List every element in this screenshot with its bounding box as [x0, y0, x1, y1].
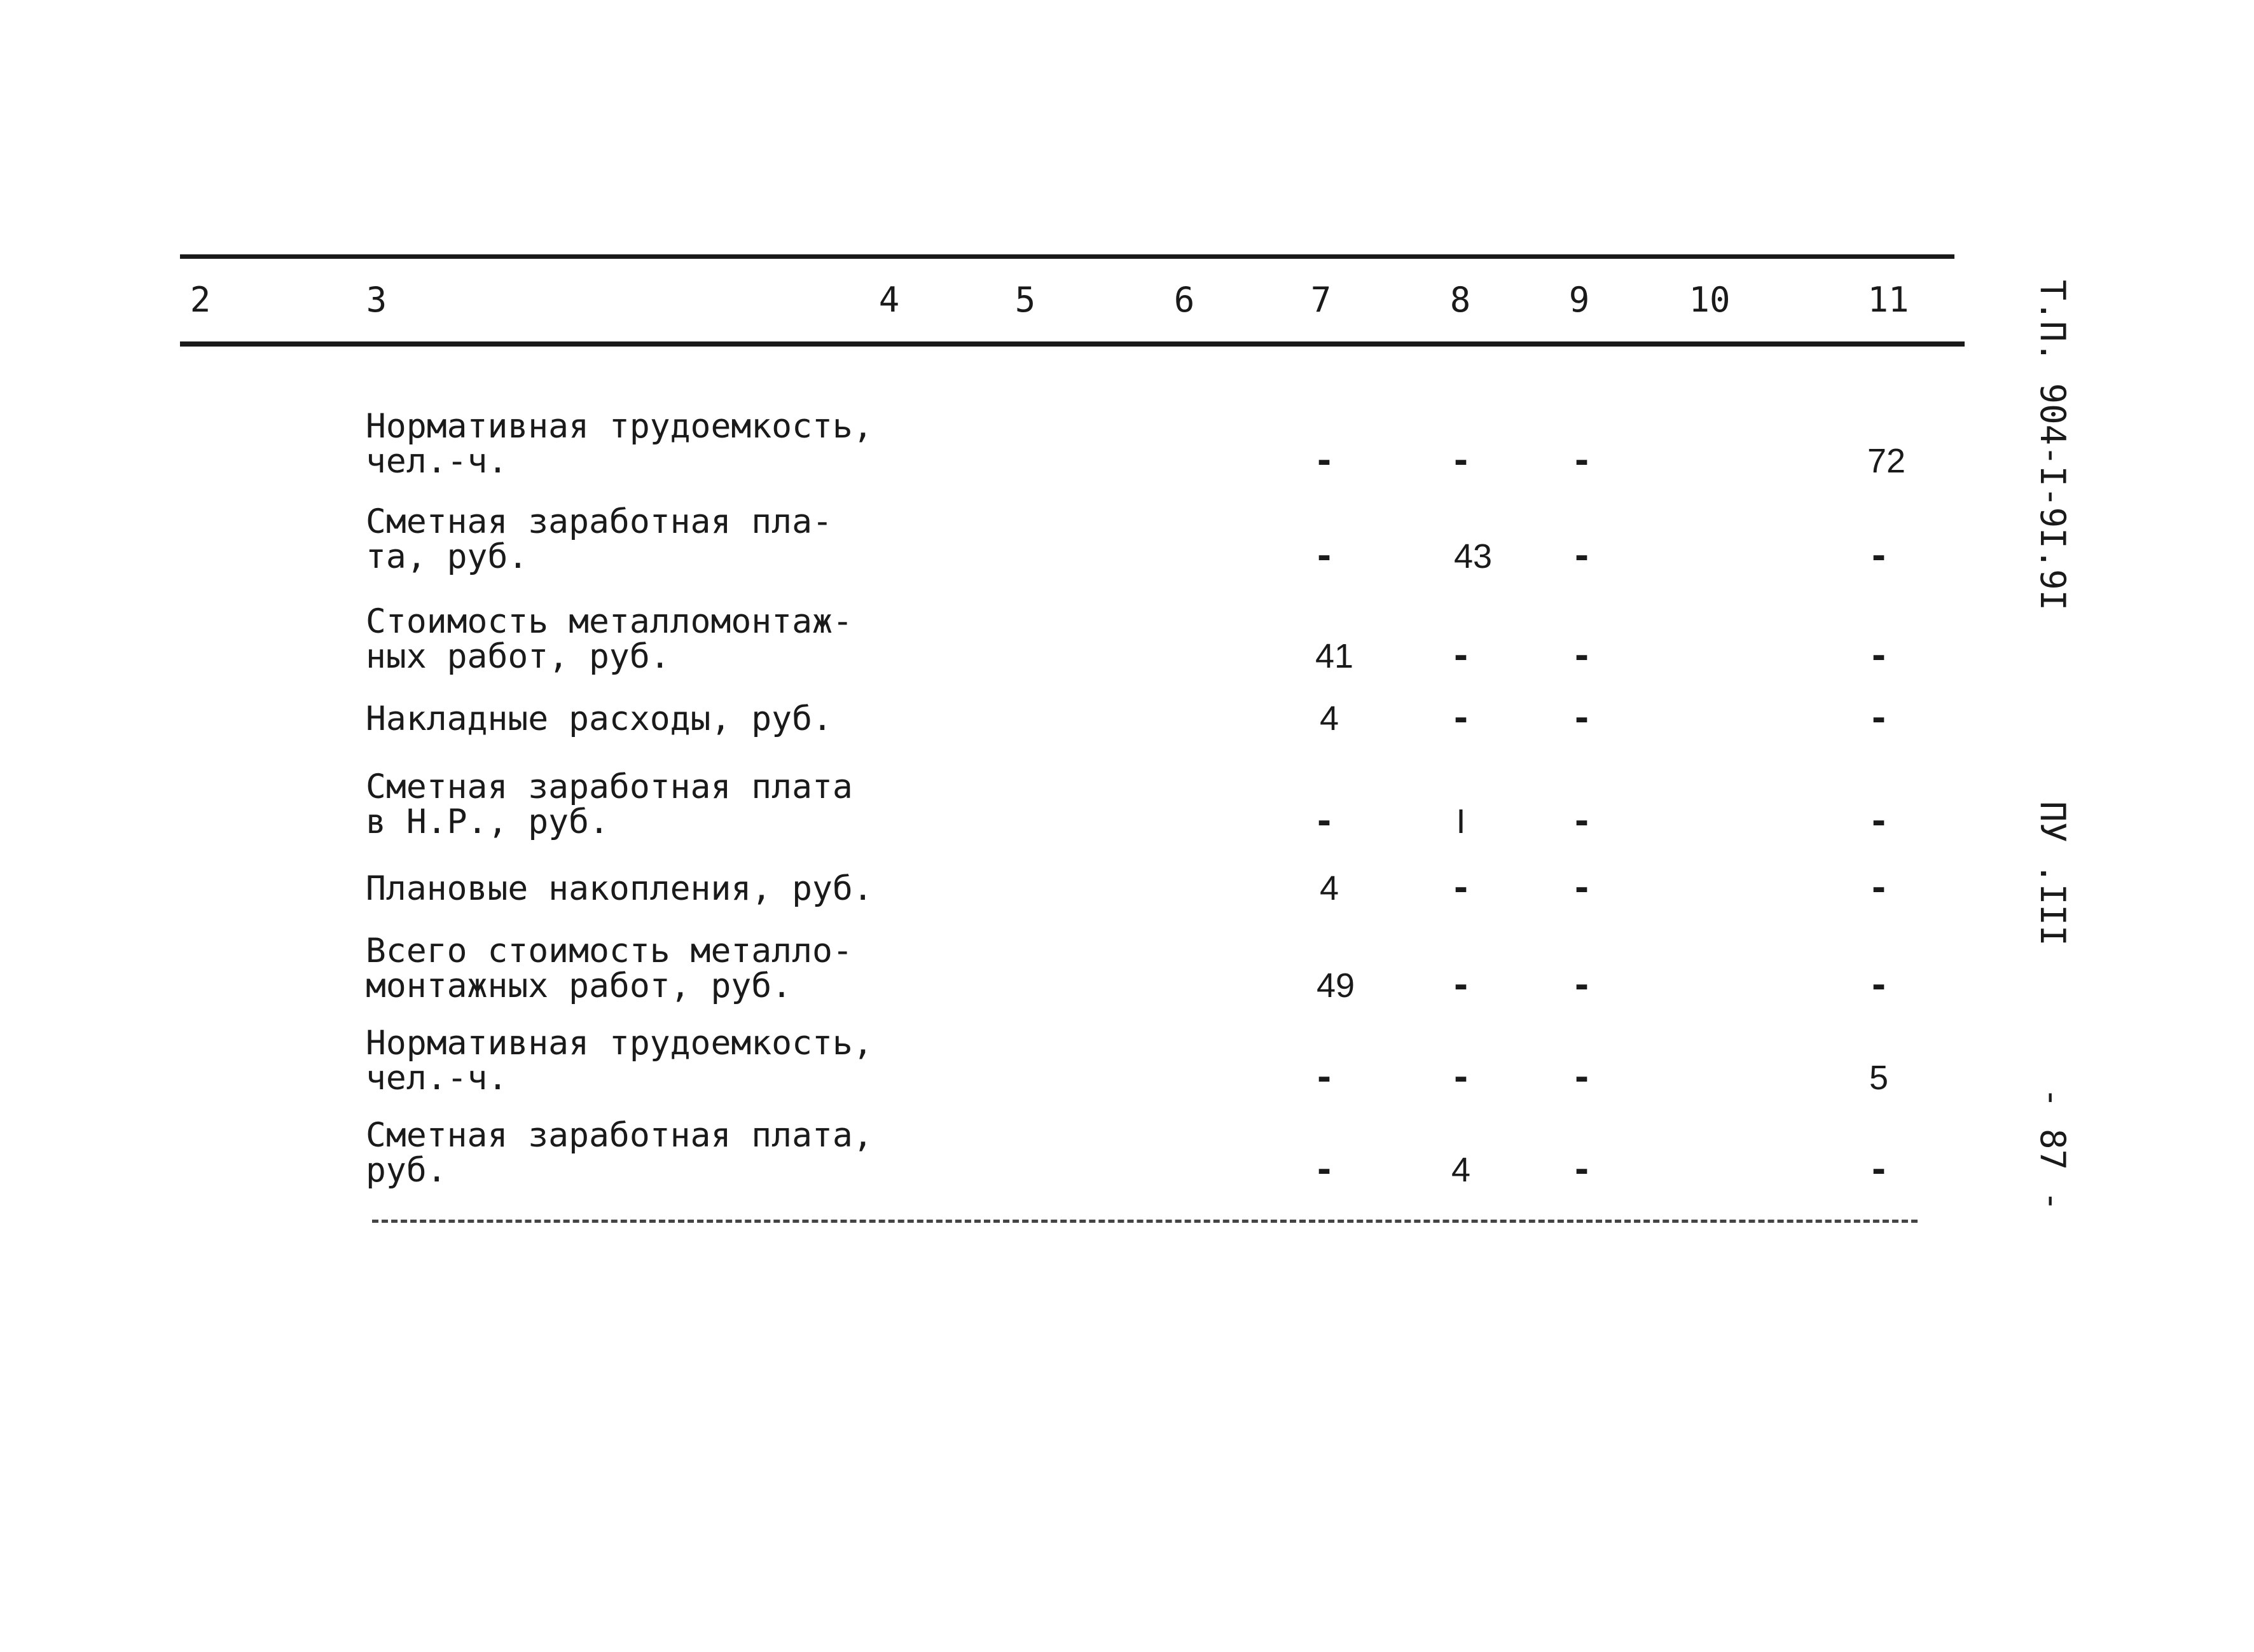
table-header-rule: [180, 341, 1965, 347]
cell-col-9: -: [1571, 441, 1593, 481]
cell-col-9: -: [1571, 868, 1593, 908]
cell-col-11: -: [1868, 801, 1890, 841]
cell-col-7: 49: [1316, 967, 1355, 1005]
column-header-3: 3: [366, 280, 387, 320]
column-header-11: 11: [1867, 280, 1909, 320]
cell-col-11: -: [1868, 636, 1890, 676]
row-label: Стоимость металломонтаж- ных работ, руб.: [366, 602, 853, 676]
cell-col-8: -: [1450, 1057, 1472, 1098]
row-label: Сметная заработная пла- та, руб.: [366, 502, 833, 576]
row-label: Нормативная трудоемкость, чел.-ч.: [366, 1024, 873, 1098]
cell-col-11: -: [1868, 536, 1890, 576]
cell-col-11: -: [1868, 868, 1890, 908]
row-label: Всего стоимость металло- монтажных работ, руб.: [366, 932, 853, 1005]
cell-col-11: -: [1868, 965, 1890, 1005]
cell-col-8: -: [1450, 636, 1472, 676]
cell-col-11: -: [1868, 698, 1890, 738]
row-label: Сметная заработная плата, руб.: [366, 1116, 873, 1190]
cell-col-9: -: [1571, 965, 1593, 1005]
cell-col-8: -: [1450, 441, 1472, 481]
cell-col-11: 5: [1869, 1059, 1889, 1097]
cell-col-8: -: [1450, 965, 1472, 1005]
cell-col-8: -: [1450, 868, 1472, 908]
document-code: Т.П. 904-I-9I.9I: [2033, 280, 2073, 611]
column-header-7: 7: [1310, 280, 1332, 320]
cell-col-9: -: [1571, 636, 1593, 676]
cell-col-9: -: [1571, 698, 1593, 738]
column-header-4: 4: [878, 280, 900, 320]
cell-col-8: 4: [1451, 1151, 1471, 1189]
column-header-5: 5: [1014, 280, 1036, 320]
column-header-10: 10: [1689, 280, 1731, 320]
column-header-6: 6: [1173, 280, 1195, 320]
table-bottom-rule: [372, 1220, 1918, 1223]
cell-col-7: -: [1313, 441, 1335, 481]
cell-col-8: -: [1450, 698, 1472, 738]
cell-col-7: 4: [1319, 699, 1339, 738]
row-label: Плановые накопления, руб.: [366, 869, 873, 908]
sheet-number: ПУ .III: [2033, 801, 2073, 946]
row-label: Нормативная трудоемкость, чел.-ч.: [366, 407, 873, 481]
cell-col-9: -: [1571, 801, 1593, 841]
cell-col-7: -: [1313, 801, 1335, 841]
column-header-9: 9: [1568, 280, 1590, 320]
cell-col-11: -: [1868, 1150, 1890, 1190]
cell-col-11: 72: [1867, 442, 1906, 480]
cell-col-7: -: [1313, 1057, 1335, 1098]
cell-col-9: -: [1571, 1150, 1593, 1190]
cell-col-7: -: [1313, 1150, 1335, 1190]
row-label: Накладные расходы, руб.: [366, 699, 833, 738]
table-top-rule: [180, 254, 1954, 259]
cell-col-9: -: [1571, 1057, 1593, 1098]
cell-col-9: -: [1571, 536, 1593, 576]
cell-col-7: -: [1313, 536, 1335, 576]
page-number: - 87 -: [2033, 1087, 2073, 1212]
cell-col-7: 41: [1315, 637, 1354, 675]
row-label: Сметная заработная плата в Н.Р., руб.: [366, 767, 853, 841]
cell-col-7: 4: [1319, 869, 1339, 907]
column-header-2: 2: [190, 280, 211, 320]
cell-col-8: 43: [1453, 537, 1493, 575]
cell-col-8: I: [1456, 802, 1466, 841]
column-header-8: 8: [1449, 280, 1471, 320]
